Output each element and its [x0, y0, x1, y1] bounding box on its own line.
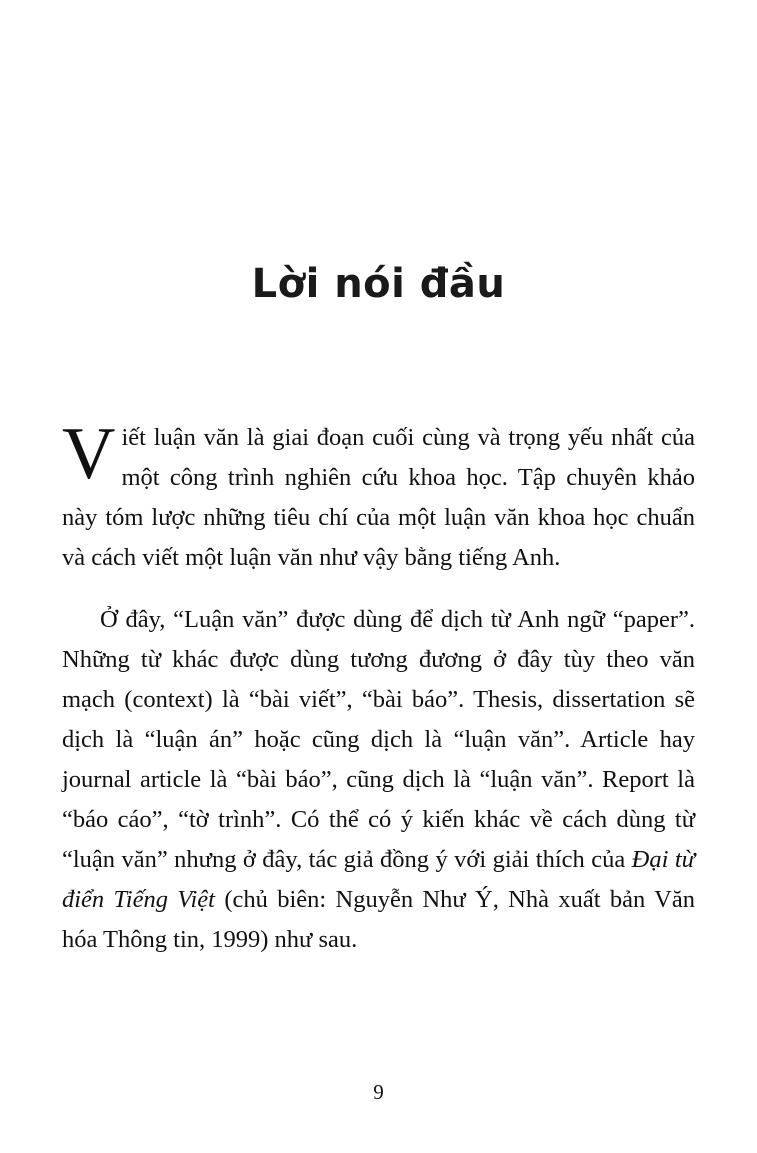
- paragraph-1: [62, 413, 695, 578]
- body-text: [62, 413, 695, 960]
- page-title: Lời nói đầu: [251, 261, 506, 307]
- paragraph-1-text: iết luận văn là giai đoạn cuối cùng và trọng yếu nhất của một công trình nghiên cứu khoa học. Tập chuyên khảo này tóm lược những tiêu chí của một luận văn khoa học chuẩn và cách viết một luận văn như vậy bằng tiếng Anh.: [62, 424, 695, 571]
- page-number: 9: [373, 1080, 384, 1104]
- paragraph-2-text-after-italic: (chủ biên: Nguyễn Như Ý, Nhà xuất bản Văn hóa Thông tin, 1999) như sau.: [62, 886, 695, 953]
- paragraph-2-text-before-italic: Ở đây, “Luận văn” được dùng để dịch từ Anh ngữ “paper”. Những từ khác được dùng tương đương ở đây tùy theo văn mạch (context) là “bài viết”, “bài báo”. Thesis, dissertation sẽ dịch là “luận án” hoặc cũng dịch là “luận văn”. Article hay journal article là “bài báo”, cũng dịch là “luận văn”. Report là “báo cáo”, “tờ trình”. Có thể có ý kiến khác về cách dùng từ “luận văn” nhưng ở đây, tác giả đồng ý với giải thích của: [62, 606, 695, 873]
- paragraph-2-italic-citation: Đại từ điển Tiếng Việt: [62, 846, 695, 913]
- drop-cap: V: [62, 413, 116, 495]
- paragraph-2: [62, 600, 695, 960]
